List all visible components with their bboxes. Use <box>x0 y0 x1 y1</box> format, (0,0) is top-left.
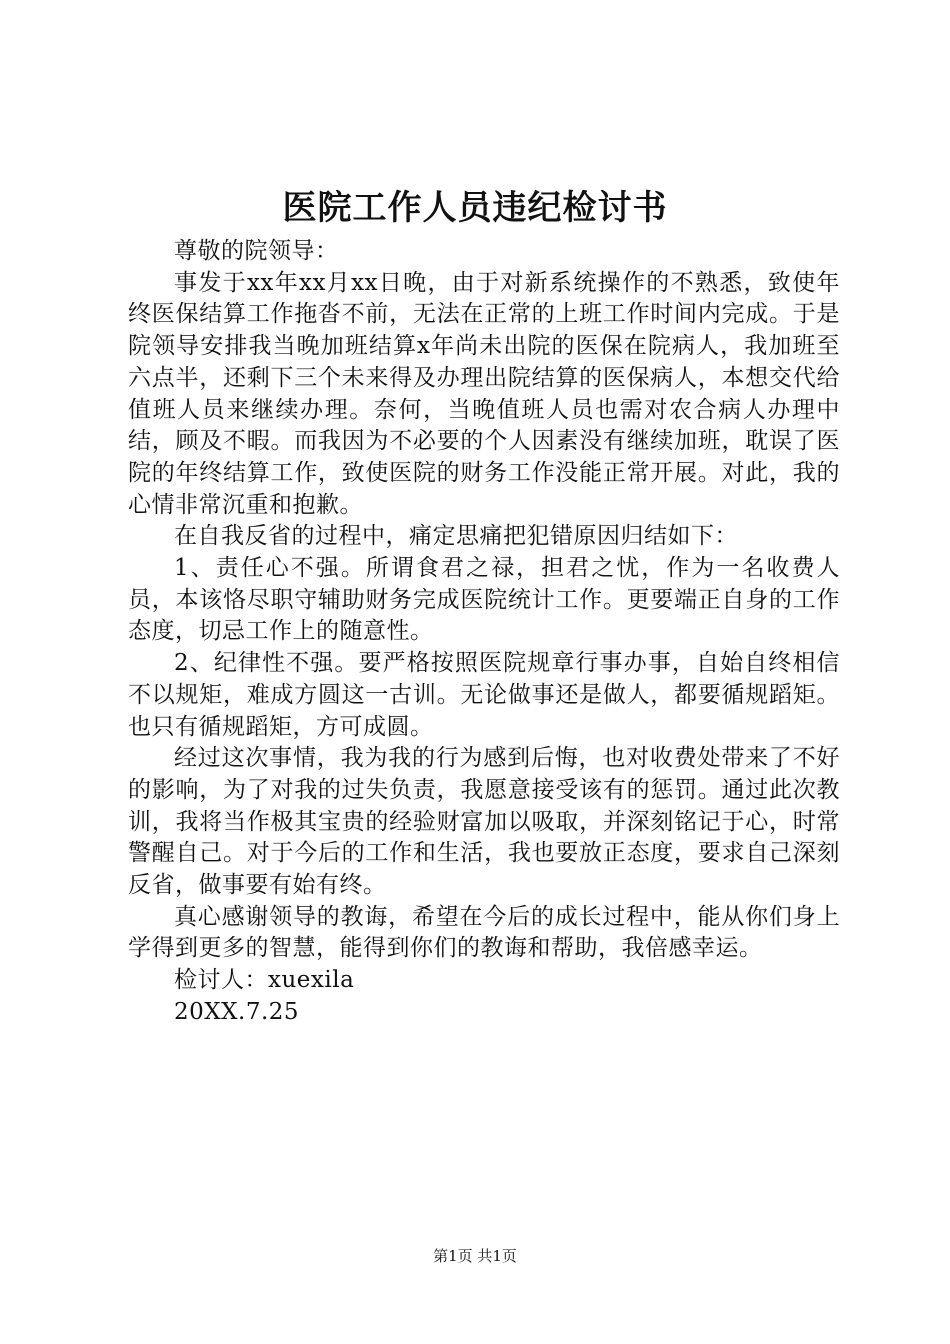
date: 20XX.7.25 <box>174 998 300 1025</box>
paragraph-reason-1: 1、责任心不强。所谓食君之禄，担君之忧，作为一名收费人员，本该恪尽职守辅助财务完成医院统计工作。更要端正自身的工作态度，切忌工作上的随意性。 <box>128 555 840 645</box>
salutation: 尊敬的院领导： <box>174 238 339 264</box>
paragraph-commitment: 经过这次事情，我为我的行为感到后悔，也对收费处带来了不好的影响，为了对我的过失负责，我愿意接受该有的惩罚。通过此次教训，我将当作极其宝贵的经验财富加以吸取，并深刻铭记于心，时常警醒自己。对于今后的工作和生活，我也要放正态度，要求自己深刻反省，做事要有始有终。 <box>128 745 840 899</box>
paragraph-thanks: 真心感谢领导的教诲，希望在今后的成长过程中，能从你们身上学得到更多的智慧，能得到你们的教诲和帮助，我倍感幸运。 <box>128 903 840 962</box>
signature: 检讨人：xuexila <box>174 967 355 994</box>
paragraph-reason-2: 2、纪律性不强。要严格按照医院规章行事办事，自始自终相信不以规矩，难成方圆这一古训。无论做事还是做人，都要循规蹈矩。也只有循规蹈矩，方可成圆。 <box>128 650 840 740</box>
document-body <box>128 236 840 1029</box>
document-title: 医院工作人员违纪检讨书 <box>282 188 668 228</box>
paragraph-incident: 事发于xx年xx月xx日晚，由于对新系统操作的不熟悉，致使年终医保结算工作拖沓不前，无法在正常的上班工作时间内完成。于是院领导安排我当晚加班结算x年尚未出院的医保在院病人，我加班至六点半，还剩下三个未来得及办理出院结算的医保病人，本想交代给值班人员来继续办理。奈何，当晚值班人员也需对农合病人办理中结，顾及不暇。而我因为不必要的个人因素没有继续加班，耽误了医院的年终结算工作，致使医院的财务工作没能正常开展。对此，我的心情非常沉重和抱歉。 <box>128 269 840 518</box>
page-footer: 第1页 共1页 <box>433 1247 517 1265</box>
paragraph-reflection-intro: 在自我反省的过程中，痛定思痛把犯错原因归结如下： <box>174 523 738 550</box>
